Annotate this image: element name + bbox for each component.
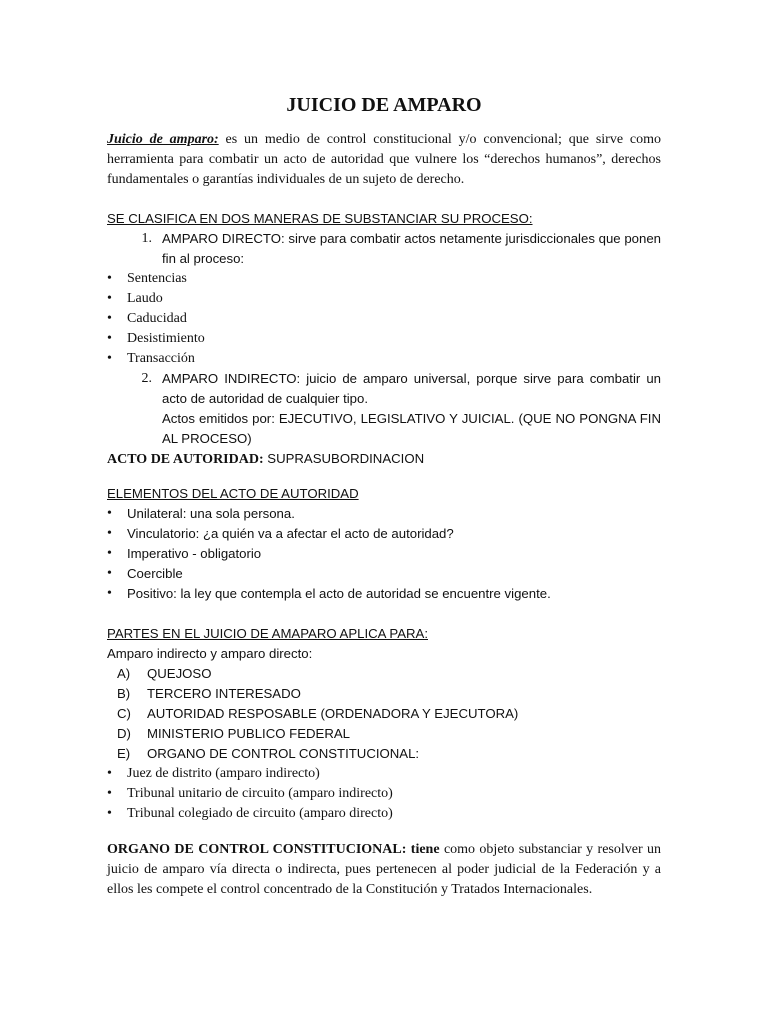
list-item-amparo-indirecto xyxy=(107,369,661,449)
partes-section xyxy=(107,624,661,824)
actos-emitidos-text: Actos emitidos por: EJECUTIVO, LEGISLATIVO Y JUICIAL. (QUE NO PONGNA FIN AL PROCESO) xyxy=(162,411,661,446)
bullet-icon: • xyxy=(107,766,112,781)
list-item: A) QUEJOSO xyxy=(117,666,212,681)
list-item: E) ORGANO DE CONTROL CONSTITUCIONAL: xyxy=(117,746,420,761)
page-title: JUICIO DE AMPARO xyxy=(286,94,482,116)
list-item: • Unilateral: una sola persona. xyxy=(107,504,661,524)
list-item xyxy=(107,289,661,309)
clasifica-heading: SE CLASIFICA EN DOS MANERAS DE SUBSTANCIAR SU PROCESO: xyxy=(107,211,533,226)
acto-value: SUPRASUBORDINACION xyxy=(263,451,425,466)
bullet-icon: • xyxy=(107,806,112,821)
intro-term: Juicio de amparo: xyxy=(107,132,219,147)
acto-autoridad-line xyxy=(107,449,661,470)
organo-text: como objeto substanciar y resolver un juicio de amparo vía directa o indirecta, pues pertenecen al poder judicial de la Federación y a ellos les compete el control concentrado de la Constitución y Tratados Internacionales. xyxy=(107,842,662,897)
sublist-text: Desistimiento xyxy=(127,331,205,346)
list-item: • Positivo: la ley que contempla el acto de autoridad se encuentre vigente. xyxy=(107,584,661,604)
list-item: B) TERCERO INTERESADO xyxy=(117,686,301,701)
sublist-text: Transacción xyxy=(127,351,195,366)
elementos-list xyxy=(107,504,661,604)
list-item: D) MINISTERIO PUBLICO FEDERAL xyxy=(117,726,350,741)
intro-paragraph xyxy=(107,130,661,190)
bullet-icon: • xyxy=(107,331,112,346)
partes-subheading: Amparo indirecto y amparo directo: xyxy=(107,646,313,661)
list-number: 1. xyxy=(141,231,152,246)
list-item xyxy=(107,309,661,329)
amparo-directo-text: AMPARO DIRECTO: sirve para combatir actos netamente jurisdiccionales que ponen fin al proceso: xyxy=(162,231,661,266)
partes-heading: PARTES EN EL JUICIO DE AMAPARO APLICA PARA: xyxy=(107,626,428,641)
sublist-text: Laudo xyxy=(127,291,163,306)
bullet-icon: • xyxy=(107,271,112,286)
bullet-icon: • xyxy=(107,566,112,581)
organo-bold-word: tiene xyxy=(406,842,440,857)
amparo-directo-sublist xyxy=(107,269,661,369)
list-item: • Tribunal colegiado de circuito (amparo directo) xyxy=(107,804,661,824)
acto-label: ACTO DE AUTORIDAD: xyxy=(107,452,264,467)
organo-paragraph xyxy=(107,840,661,900)
elementos-section xyxy=(107,484,661,604)
bullet-icon: • xyxy=(107,786,112,801)
sublist-text: Sentencias xyxy=(127,271,187,286)
list-item xyxy=(107,349,661,369)
bullet-icon: • xyxy=(107,546,112,561)
list-item-amparo-directo xyxy=(107,229,661,269)
list-item xyxy=(107,329,661,349)
intro-text: es un medio de control constitucional y/o convencional; que sirve como herramienta para combatir un acto de autoridad que vulnere los “derechos humanos”, derechos fundamentales o garantías individuales de un sujeto de derecho. xyxy=(107,132,661,187)
bullet-icon: • xyxy=(107,351,112,366)
organo-label: ORGANO DE CONTROL CONSTITUCIONAL: xyxy=(107,842,407,857)
clasifica-section xyxy=(107,209,661,470)
list-number: 2. xyxy=(141,371,152,386)
bullet-icon: • xyxy=(107,291,112,306)
elementos-heading: ELEMENTOS DEL ACTO DE AUTORIDAD xyxy=(107,486,359,501)
organo-sublist xyxy=(107,764,661,824)
bullet-icon: • xyxy=(107,506,112,521)
list-item: • Vinculatorio: ¿a quién va a afectar el acto de autoridad? xyxy=(107,524,661,544)
list-item: • Coercible xyxy=(107,564,661,584)
list-item: • Juez de distrito (amparo indirecto) xyxy=(107,764,661,784)
bullet-icon: • xyxy=(107,526,112,541)
list-item: C) AUTORIDAD RESPOSABLE (ORDENADORA Y EJECUTORA) xyxy=(117,706,519,721)
list-item: • Imperativo - obligatorio xyxy=(107,544,661,564)
bullet-icon: • xyxy=(107,586,112,601)
list-item xyxy=(107,269,661,289)
bullet-icon: • xyxy=(107,311,112,326)
amparo-indirecto-text: AMPARO INDIRECTO: juicio de amparo universal, porque sirve para combatir un acto de autoridad de cualquier tipo. Actos emitidos por: EJECUTIVO, LEGISLATIVO Y JUICIAL. (QUE NO PONGNA FIN AL PROCESO) xyxy=(162,371,661,446)
sublist-text: Caducidad xyxy=(127,311,187,326)
list-item: • Tribunal unitario de circuito (amparo indirecto) xyxy=(107,784,661,804)
